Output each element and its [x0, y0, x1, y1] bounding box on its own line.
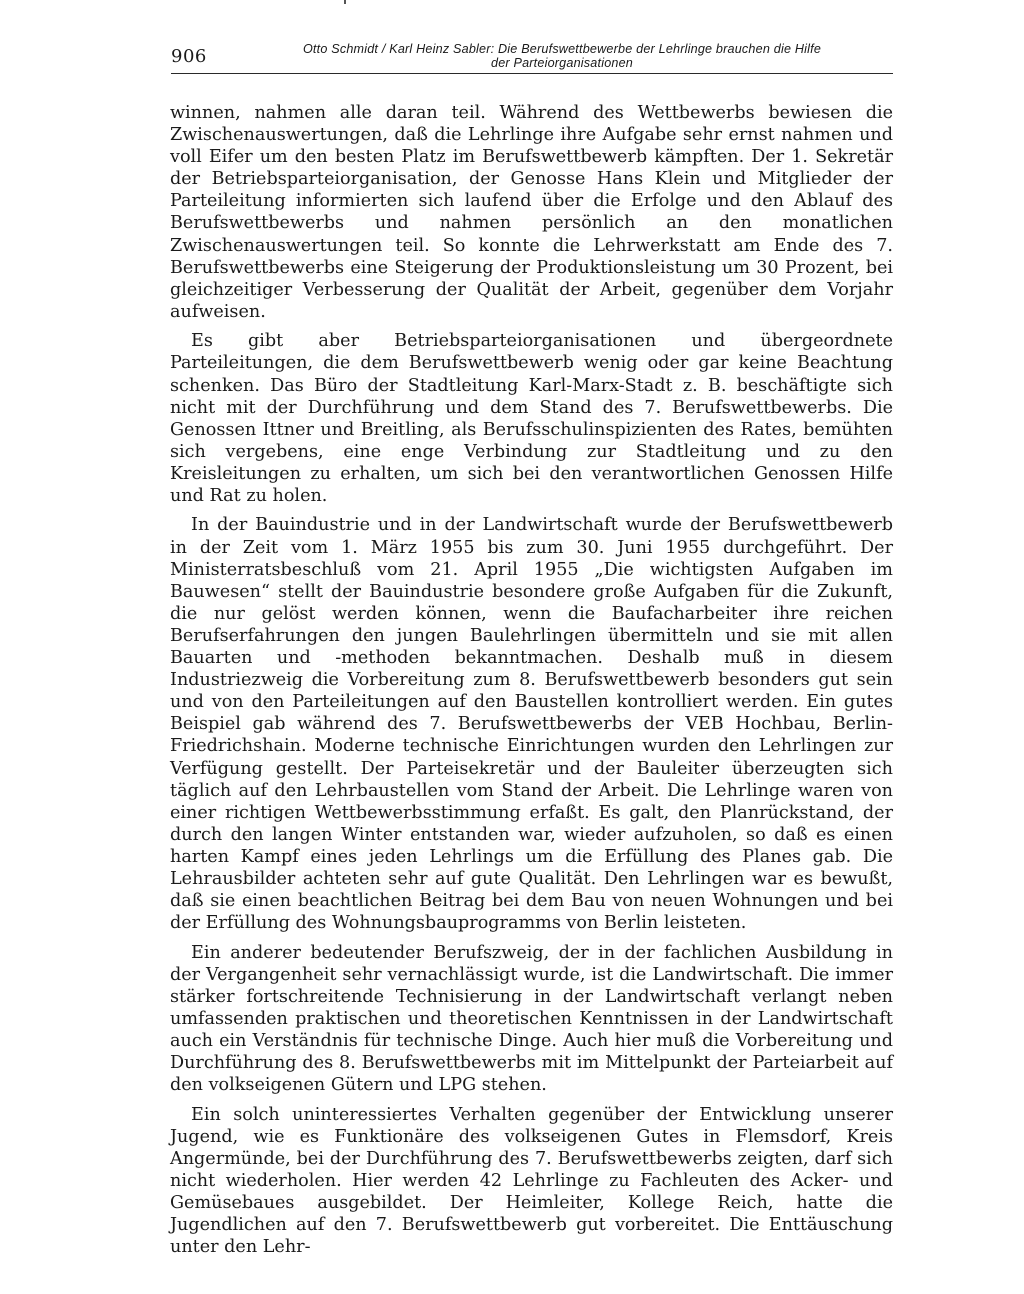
header-rule [171, 73, 893, 74]
paragraph-5: Ein solch uninteressiertes Verhalten gegenüber der Entwicklung unserer Jugend, wie es Funktionäre des volkseigenen Gutes in Flemsdorf, Kreis Angermünde, bei der Durchführung des 7. Berufswettbewerbs zeigten, darf sich nicht wiederholen. Hier werden 42 Lehrlinge zu Fachleuten des Acker- und Gemüsebaues ausgebildet. Der Heimleiter, Kollege Reich, hatte die Jugendlichen auf den 7. Berufswettbewerb gut vorbereitet. Die Enttäuschung unter den Lehr- [170, 1104, 893, 1258]
paragraph-2: Es gibt aber Betriebsparteiorganisationen und übergeordnete Parteileitungen, die dem Berufswettbewerb wenig oder gar keine Beachtung schenken. Das Büro der Stadtleitung Karl-Marx-Stadt z. B. beschäftigte sich nicht mit der Durchführung und dem Stand des 7. Berufswettbewerbs. Die Genossen Ittner und Breitling, als Berufsschulinspizienten des Rates, bemühten sich vergebens, eine enge Verbindung zur Stadtleitung und zu den Kreisleitungen zu erhalten, um sich bei den verantwortlichen Genossen Hilfe und Rat zu holen. [170, 331, 893, 506]
page-number: 906 [171, 46, 207, 67]
paragraph-1: winnen, nahmen alle daran teil. Während des Wettbewerbs bewiesen die Zwischenauswertungen, daß die Lehrlinge ihre Aufgabe sehr ernst nahmen und voll Eifer um den besten Platz im Berufswettbewerb kämpften. Der 1. Sekretär der Betriebsparteiorganisation, der Genosse Hans Klein und Mitglieder der Parteileitung informierten sich laufend über die Erfolge und den Ablauf des Berufswettbewerbs und nahmen persönlich an den monatlichen Zwischenauswertungen teil. So konnte die Lehrwerkstatt am Ende des 7. Berufswettbewerbs eine Steigerung der Produktionsleistung um 30 Prozent, bei gleichzeitiger Verbesserung der Qualität der Arbeit, gegenüber dem Vorjahr aufweisen. [170, 103, 893, 322]
body-text [170, 102, 893, 1266]
running-head [230, 42, 894, 70]
paragraph-4: Ein anderer bedeutender Berufszweig, der in der fachlichen Ausbildung in der Vergangenheit sehr vernachlässigt wurde, ist die Landwirtschaft. Die immer stärker fortschreitende Technisierung in der Landwirtschaft verlangt neben umfassenden praktischen und theoretischen Kenntnissen in der Landwirtschaft auch ein Verständnis für technische Dinge. Auch hier muß die Vorbereitung und Durchführung des 8. Berufswettbewerbs mit im Mittelpunkt der Parteiarbeit auf den volkseigenen Gütern und LPG stehen. [170, 942, 893, 1096]
scan-mark [344, 0, 346, 4]
running-head-line-1: Otto Schmidt / Karl Heinz Sabler: Die Berufswettbewerbe der Lehrlinge brauchen die Hilfe [302, 42, 822, 56]
paragraph-3: In der Bauindustrie und in der Landwirtschaft wurde der Berufswettbewerb in der Zeit vom 1. März 1955 bis zum 30. Juni 1955 durchgeführt. Der Ministerratsbeschluß vom 21. April 1955 „Die wichtigsten Aufgaben im Bauwesen“ stellt der Bauindustrie besondere große Aufgaben für die Zukunft, die nur gelöst werden können, wenn die Baufacharbeiter ihre reichen Berufserfahrungen den jungen Baulehrlingen übermitteln und sie mit allen Bauarten und -methoden bekanntmachen. Deshalb muß in diesem Industriezweig die Vorbereitung zum 8. Berufswettbewerb besonders gut sein und von den Parteileitungen auf den Baustellen kontrolliert werden. Ein gutes Beispiel gab während des 7. Berufswettbewerbs der VEB Hochbau, Berlin-Friedrichshain. Moderne technische Einrichtungen wurden den Lehrlingen zur Verfügung gestellt. Der Parteisekretär und der Bauleiter überzeugten sich täglich auf den Lehrbaustellen vom Stand der Arbeit. Die Lehrlinge waren von einer richtigen Wettbewerbsstimmung erfaßt. Es galt, den Planrückstand, der durch den langen Winter entstanden war, wieder aufzuholen, so daß es einen harten Kampf eines jeden Lehrlings um die Erfüllung des Planes gab. Die Lehrausbilder achteten sehr auf gute Qualität. Den Lehrlingen war es bewußt, daß sie einen beachtlichen Beitrag bei dem Bau von neuen Wohnungen und bei der Erfüllung des Wohnungsbauprogramms von Berlin leisteten. [170, 515, 893, 934]
running-head-line-2: der Parteiorganisationen [490, 56, 634, 70]
